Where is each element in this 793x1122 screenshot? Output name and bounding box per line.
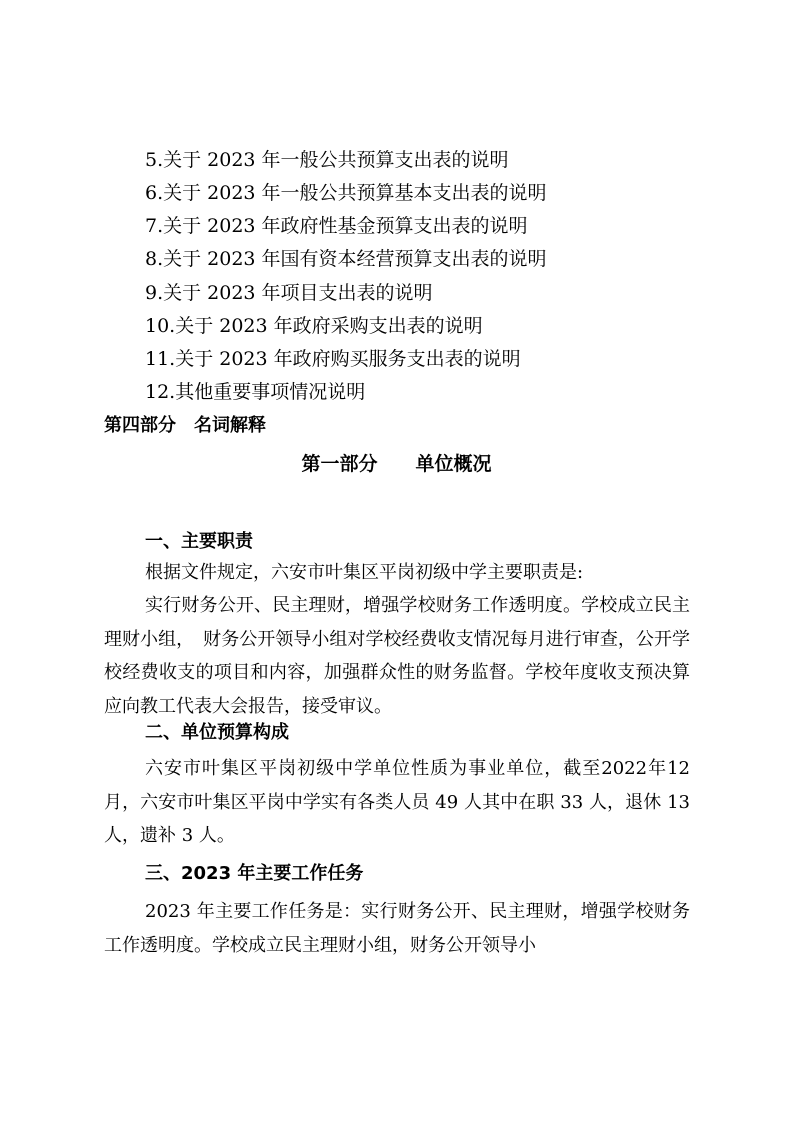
toc-item-10: 10.关于 2023 年政府采购支出表的说明 [145, 315, 483, 337]
section1-heading: 一、主要职责 [145, 531, 253, 552]
section3-heading: 三、2023 年主要工作任务 [145, 863, 364, 884]
toc-item-7: 7.关于 2023 年政府性基金预算支出表的说明 [145, 215, 528, 237]
toc-item-9: 9.关于 2023 年项目支出表的说明 [145, 282, 433, 304]
section2-heading: 二、单位预算构成 [145, 722, 289, 743]
toc-item-11: 11.关于 2023 年政府购买服务支出表的说明 [145, 348, 521, 370]
toc-item-8: 8.关于 2023 年国有资本经营预算支出表的说明 [145, 248, 547, 270]
part4-heading: 第四部分 名词解释 [104, 415, 266, 436]
toc-item-12: 12.其他重要事项情况说明 [145, 381, 366, 403]
section3-body: 2023 年主要工作任务是：实行财务公开、民主理财，增强学校财务工作透明度。学校成立民主理财小组，财务公开领导小 [104, 901, 690, 956]
toc-item-5: 5.关于 2023 年一般公共预算支出表的说明 [145, 149, 509, 171]
section1-body: 实行财务公开、民主理财，增强学校财务工作透明度。学校成立民主理财小组， 财务公开领导小组对学校经费收支情况每月进行审查，公开学校经费收支的项目和内容，加强群众性的财务监督。学校年度收支预决算应向教工代表大会报告，接受审议。 [104, 595, 690, 717]
part1-title: 第一部分 单位概况 [301, 453, 492, 475]
section1-intro: 根据文件规定，六安市叶集区平岗初级中学主要职责是: [145, 562, 584, 583]
toc-item-6: 6.关于 2023 年一般公共预算基本支出表的说明 [145, 182, 547, 204]
section2-body: 六安市叶集区平岗初级中学单位性质为事业单位，截至2022年12月，六安市叶集区平岗中学实有各类人员 49 人其中在职 33 人，退休 13 人，遗补 3 人。 [104, 758, 690, 846]
